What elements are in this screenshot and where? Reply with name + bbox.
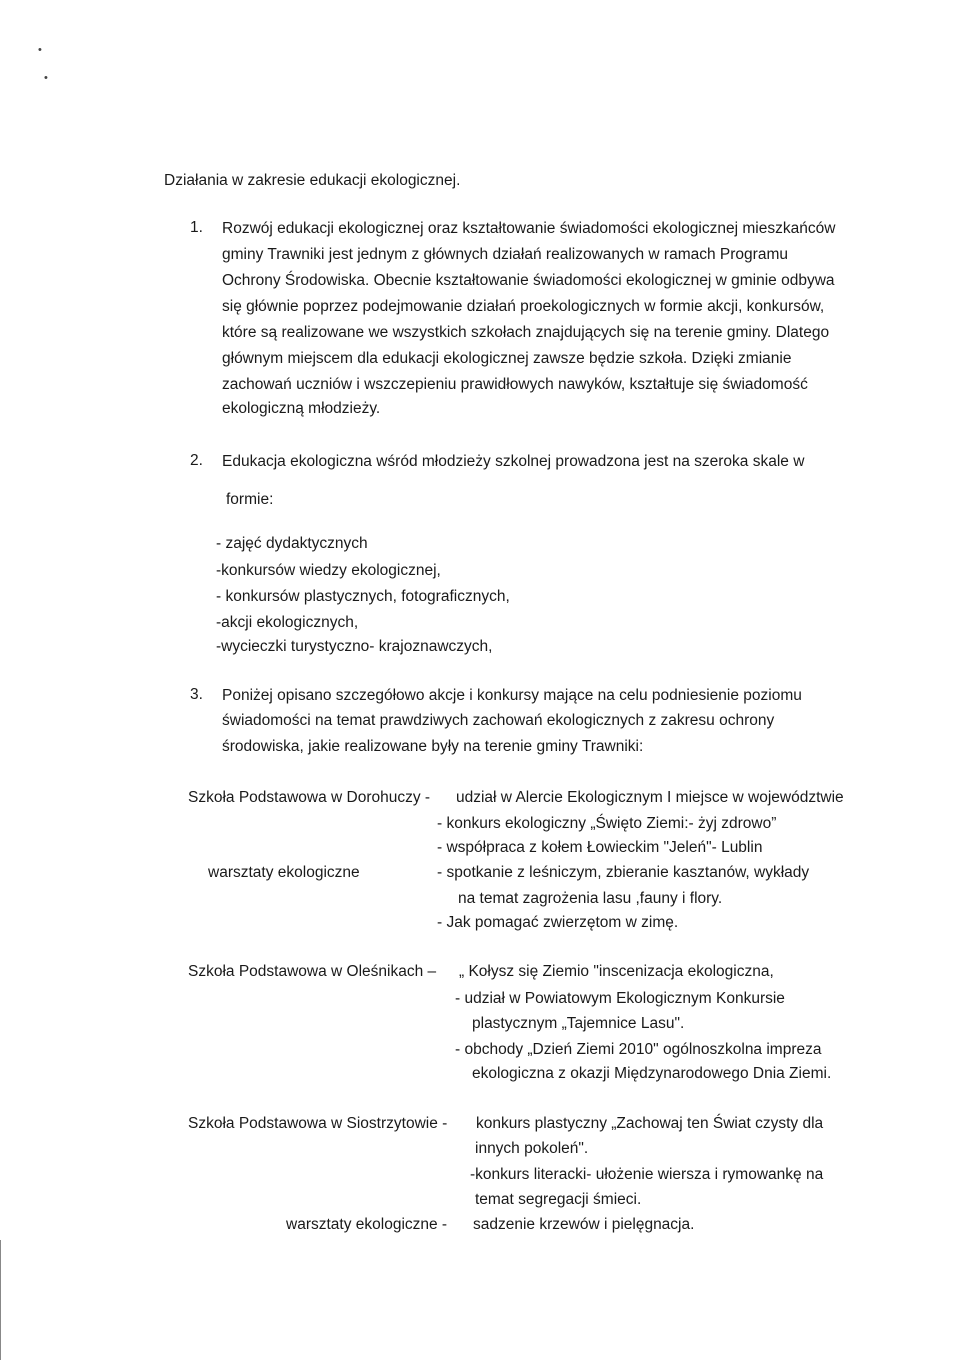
paragraph-line: świadomości na temat prawdziwych zachowań ekologicznych z zakresu ochrony: [222, 712, 775, 729]
scan-mark: •: [38, 44, 42, 56]
activity-line: udział w Alercie Ekologicznym I miejsce w województwie: [456, 789, 844, 806]
school-name: Szkoła Podstawowa w Dorohuczy -: [188, 789, 431, 806]
paragraph-line: które są realizowane we wszystkich szkołach znajdujących się na terenie gminy. Dlatego: [222, 324, 830, 341]
scan-mark: •: [44, 72, 48, 84]
paragraph-line: gminy Trawniki jest jednym z głównych działań realizowanych w ramach Programu: [222, 246, 788, 263]
activity-line: - Jak pomagać zwierzętom w zimę.: [437, 914, 679, 931]
scan-edge-line: [0, 1240, 1, 1360]
activity-line: konkurs plastyczny „Zachowaj ten Świat czysty dla: [476, 1115, 824, 1132]
activity-line: na temat zagrożenia lasu ,fauny i flory.: [458, 890, 723, 907]
activity-sublabel: warsztaty ekologiczne: [208, 864, 360, 881]
paragraph-line: ekologiczną młodzieży.: [222, 400, 381, 417]
activity-line: plastycznym „Tajemnice Lasu".: [472, 1015, 685, 1032]
school-name: Szkoła Podstawowa w Oleśnikach –: [188, 963, 437, 980]
section-number: 1.: [190, 219, 203, 236]
paragraph-line: Edukacja ekologiczna wśród młodzieży szkolnej prowadzona jest na szeroka skale w: [222, 453, 805, 470]
section-subtitle: formie:: [226, 491, 274, 508]
activity-line: - współpraca z kołem Łowieckim "Jeleń"- Lublin: [437, 839, 763, 856]
activity-line: - konkurs ekologiczny „Święto Ziemi:- żyj zdrowo”: [437, 815, 777, 832]
page-title: Działania w zakresie edukacji ekologicznej.: [164, 172, 461, 189]
paragraph-line: środowiska, jakie realizowane były na terenie gminy Trawniki:: [222, 738, 644, 755]
activity-line: ekologiczna z okazji Międzynarodowego Dnia Ziemi.: [472, 1065, 832, 1082]
activity-line: - obchody „Dzień Ziemi 2010" ogólnoszkolna impreza: [455, 1041, 822, 1058]
activity-line: innych pokoleń".: [475, 1140, 589, 1157]
activity-line: „ Kołysz się Ziemio "inscenizacja ekologiczna,: [459, 963, 774, 980]
school-name: Szkoła Podstawowa w Siostrzytowie -: [188, 1115, 448, 1132]
paragraph-line: Ochrony Środowiska. Obecnie kształtowanie świadomości ekologicznej w gminie odbywa: [222, 272, 835, 289]
list-item: -akcji ekologicznych,: [216, 614, 359, 631]
section-number: 3.: [190, 686, 203, 703]
activity-line: - udział w Powiatowym Ekologicznym Konkursie: [455, 990, 785, 1007]
activity-line: - spotkanie z leśniczym, zbieranie kasztanów, wykłady: [437, 864, 810, 881]
paragraph-line: głównym miejscem dla edukacji ekologicznej zawsze będzie szkoła. Dzięki zmianie: [222, 350, 792, 367]
paragraph-line: Poniżej opisano szczegółowo akcje i konkursy mające na celu podniesienie poziomu: [222, 687, 802, 704]
paragraph-line: Rozwój edukacji ekologicznej oraz kształtowanie świadomości ekologicznej mieszkańców: [222, 220, 836, 237]
paragraph-line: zachowań uczniów i wszczepieniu prawidłowych nawyków, kształtuje się świadomość: [222, 376, 808, 393]
activity-line: temat segregacji śmieci.: [475, 1191, 642, 1208]
list-item: -wycieczki turystyczno- krajoznawczych,: [216, 638, 493, 655]
list-item: - konkursów plastycznych, fotograficznych,: [216, 588, 510, 605]
activity-line: -konkurs literacki- ułożenie wiersza i rymowankę na: [470, 1166, 824, 1183]
list-item: -konkursów wiedzy ekologicznej,: [216, 562, 441, 579]
activity-line: sadzenie krzewów i pielęgnacja.: [473, 1216, 695, 1233]
activity-sublabel: warsztaty ekologiczne -: [286, 1216, 448, 1233]
section-number: 2.: [190, 452, 203, 469]
list-item: - zajęć dydaktycznych: [216, 535, 368, 552]
paragraph-line: się głównie poprzez podejmowanie działań proekologicznych w formie akcji, konkursów,: [222, 298, 825, 315]
